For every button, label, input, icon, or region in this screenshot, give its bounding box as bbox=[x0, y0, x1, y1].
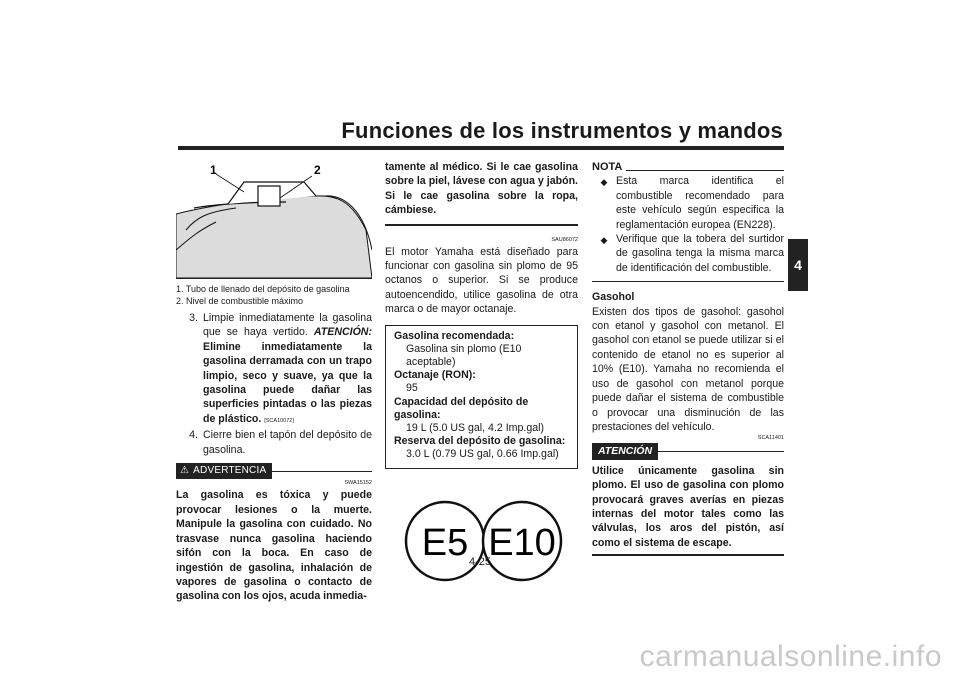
e5-label: E5 bbox=[421, 521, 469, 564]
warning-text: La gasolina es tóxica y puede provocar lesiones o la muerte. Manipule la gasolina con cuidado. No trasvase nunca gasolina haciendo sifón con la boca. En caso de ingestión de gasolina, inhalación de vapores de gasolina o contacto de gasolina con los ojos, acuda inmedia- bbox=[176, 489, 372, 603]
column-2 bbox=[385, 160, 578, 599]
section-code: SAU86072 bbox=[551, 236, 578, 243]
atencion-label: ATENCIÓN bbox=[592, 443, 658, 459]
warning-label: ADVERTENCIA bbox=[193, 465, 267, 477]
step-4-number: 4. bbox=[189, 429, 198, 442]
fuel-body-text: El motor Yamaha está diseñado para funcionar con gasolina sin plomo de 95 octanos o superior. Si se produce autoencendido, utilice gasolina de otra marca o de mayor octanaje. bbox=[385, 245, 578, 316]
figure-caption-1: 1. Tubo de llenado del depósito de gasolina bbox=[176, 284, 350, 294]
nota-end-rule bbox=[592, 281, 784, 282]
column-1 bbox=[176, 160, 372, 604]
chapter-tab: 4 bbox=[788, 239, 808, 291]
column-3 bbox=[592, 160, 784, 556]
atencion-header bbox=[592, 443, 784, 459]
spec-octane-label: Octanaje (RON): bbox=[394, 369, 476, 382]
nota-header bbox=[592, 160, 784, 174]
bullet-diamond-icon: ◆ bbox=[600, 177, 608, 188]
gasohol-title: Gasohol bbox=[592, 291, 635, 304]
warning-header bbox=[176, 463, 372, 479]
fuel-tank-illustration bbox=[176, 160, 372, 278]
gasohol-text: Existen dos tipos de gasohol: gasohol con etanol y gasohol con metanol. El gasohol con etanol se puede utilizar si el contenido de etanol no es superior al 10% (E10). Yamaha no recomienda el uso de gasohol con metanol porque puede dañar el sistema de combustible o provocar una disminución de las prestaciones del vehículo. bbox=[592, 305, 784, 433]
spec-recommended-label: Gasolina recomendada: bbox=[394, 329, 515, 342]
warning-code: SWA15152 bbox=[344, 480, 372, 487]
step-3-atencion: ATENCIÓN: bbox=[313, 326, 372, 339]
spec-capacity-label: Capacidad del depósito de gasolina: bbox=[394, 395, 529, 421]
fuel-spec-box bbox=[385, 325, 578, 469]
warning-continuation: tamente al médico. Si le cae gasolina sobre la piel, lávese con agua y jabón. Si le cae gasolina sobre la ropa, cámbiese. bbox=[385, 161, 578, 217]
spec-octane-value: 95 bbox=[406, 382, 418, 395]
step-3-code: [SCA10072] bbox=[264, 417, 294, 424]
nota-bullet-1: ◆ Esta marca identifica el combustible recomendado para este vehículo según especifica la reglamentación europea (EN228). bbox=[592, 174, 784, 232]
spec-recommended-value: Gasolina sin plomo (E10 aceptable) bbox=[406, 342, 522, 369]
step-3 bbox=[176, 311, 372, 428]
header-rule bbox=[178, 146, 784, 150]
step-3-text: Limpie inmediatamente la gasolina que se haya vertido. bbox=[203, 312, 372, 339]
atencion-text: Utilice únicamente gasolina sin plomo. El uso de gasolina con plomo provocará graves averías en piezas internas del motor tales como las válvulas, los aros del pistón, así como el sistema de escape. bbox=[592, 464, 784, 549]
callout-1: 1 bbox=[210, 163, 217, 177]
nota-bullet-2: ◆ Verifique que la tobera del surtidor de gasolina tenga la misma marca de identificación del combustible. bbox=[592, 232, 784, 275]
spec-capacity-value: 19 L (5.0 US gal, 4.2 Imp.gal) bbox=[406, 422, 544, 435]
warning-end-rule bbox=[385, 224, 578, 226]
spec-reserve-label: Reserva del depósito de gasolina: bbox=[394, 435, 566, 448]
step-3-number: 3. bbox=[189, 312, 198, 324]
step-4 bbox=[176, 428, 372, 457]
nota-label: NOTA bbox=[592, 161, 623, 173]
figure-rule bbox=[176, 278, 372, 279]
callout-2: 2 bbox=[314, 163, 321, 177]
step-3-bold: Elimine inmediatamente la gasolina derramada con un trapo limpio, seco y suave, ya que la gasolina puede dañar las superficies pintadas o las piezas de plástico. bbox=[203, 340, 372, 425]
watermark: carmanualsonline.info bbox=[639, 640, 942, 673]
page-header-title: Funciones de los instrumentos y mandos bbox=[341, 118, 783, 143]
figure-caption-2: 2. Nivel de combustible máximo bbox=[176, 296, 304, 306]
warning-icon: ⚠ bbox=[180, 465, 190, 477]
atencion-code: SCA11401 bbox=[757, 435, 784, 442]
step-4-text: Cierre bien el tapón del depósito de gasolina. bbox=[203, 429, 372, 456]
fuel-label-icons bbox=[385, 489, 578, 599]
bullet-diamond-icon: ◆ bbox=[600, 235, 608, 246]
e10-label: E10 bbox=[488, 521, 556, 564]
spec-reserve-value: 3.0 L (0.79 US gal, 0.66 Imp.gal) bbox=[406, 448, 559, 461]
page-number: 4-25 bbox=[468, 556, 492, 568]
